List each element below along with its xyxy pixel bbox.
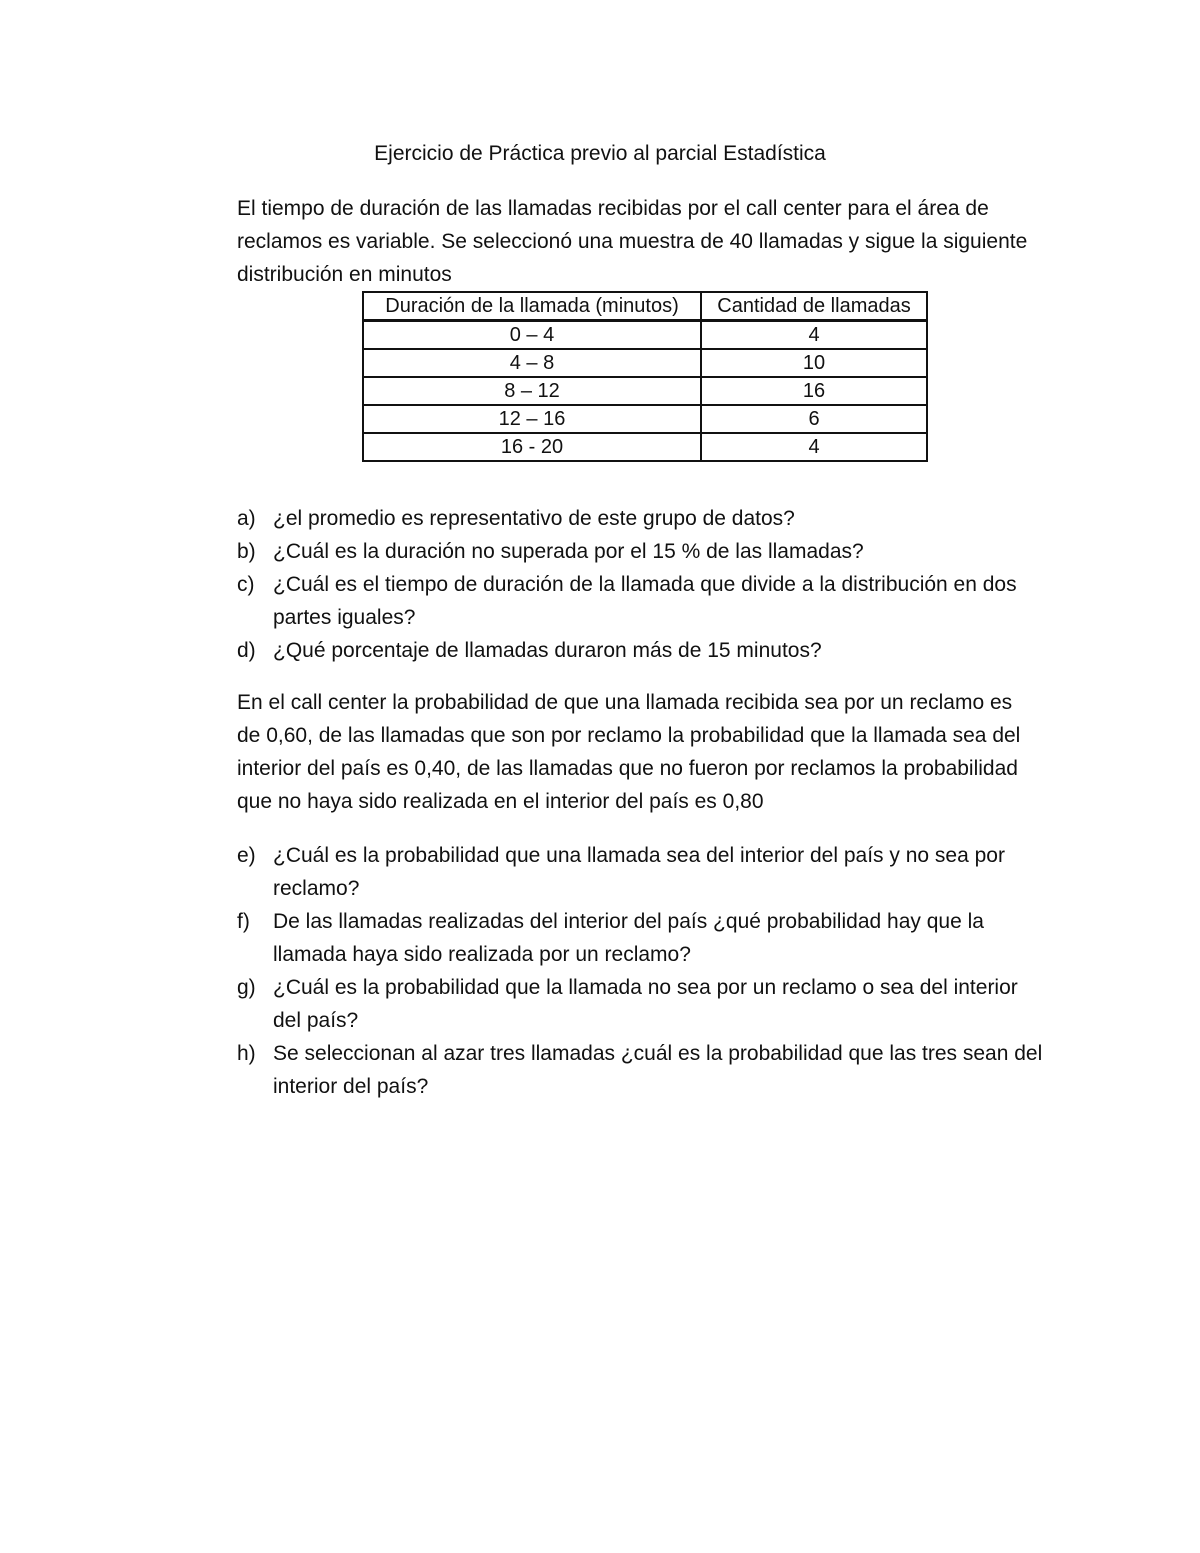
question-text: interior del país? [273, 1075, 429, 1098]
question-text: partes iguales? [273, 606, 416, 629]
probability-line: de 0,60, de las llamadas que son por reclamo la probabilidad que la llamada sea del [237, 724, 1021, 747]
table-cell-interval: 12 – 16 [363, 405, 701, 433]
question-label: f) [237, 910, 250, 933]
table-header-row [363, 292, 927, 321]
question-text: De las llamadas realizadas del interior del país ¿qué probabilidad hay que la [273, 910, 984, 933]
table-cell-interval: 4 – 8 [363, 349, 701, 377]
table-cell-count: 10 [701, 349, 927, 377]
question-list-statistics [237, 502, 1033, 667]
question-item-e [237, 839, 1033, 905]
question-text: Se seleccionan al azar tres llamadas ¿cuál es la probabilidad que las tres sean del [273, 1042, 1043, 1065]
table-row [363, 405, 927, 433]
question-text: ¿Qué porcentaje de llamadas duraron más de 15 minutos? [273, 639, 822, 662]
intro-line: El tiempo de duración de las llamadas recibidas por el call center para el área de [237, 197, 989, 220]
question-item-f [237, 905, 1033, 971]
table-cell-count: 4 [701, 433, 927, 461]
question-text: ¿Cuál es la probabilidad que la llamada no sea por un reclamo o sea del interior [273, 976, 1018, 999]
distribution-table [362, 291, 928, 462]
table-cell-interval: 0 – 4 [363, 321, 701, 350]
table-row [363, 321, 927, 350]
question-item-a [237, 502, 1033, 535]
question-label: h) [237, 1042, 256, 1065]
question-text: llamada haya sido realizada por un reclamo? [273, 943, 691, 966]
question-text: del país? [273, 1009, 359, 1032]
table-cell-count: 6 [701, 405, 927, 433]
table-row [363, 433, 927, 461]
probability-paragraph [237, 686, 1033, 818]
intro-paragraph [237, 192, 1033, 291]
page-title: Ejercicio de Práctica previo al parcial Estadística [374, 142, 826, 165]
question-text: ¿Cuál es la probabilidad que una llamada sea del interior del país y no sea por [273, 844, 1005, 867]
probability-line: En el call center la probabilidad de que una llamada recibida sea por un reclamo es [237, 691, 1013, 714]
probability-line: que no haya sido realizada en el interior del país es 0,80 [237, 790, 764, 813]
question-list-probability [237, 839, 1043, 1103]
question-label: e) [237, 844, 256, 867]
intro-line: reclamos es variable. Se seleccionó una muestra de 40 llamadas y sigue la siguiente [237, 230, 1028, 253]
question-item-d [237, 634, 1033, 667]
table-cell-count: 4 [701, 321, 927, 350]
question-text: ¿Cuál es el tiempo de duración de la llamada que divide a la distribución en dos [273, 573, 1017, 596]
question-label: b) [237, 540, 256, 563]
question-label: g) [237, 976, 256, 999]
table-cell-interval: 8 – 12 [363, 377, 701, 405]
table-row [363, 349, 927, 377]
question-item-h [237, 1037, 1043, 1103]
table-cell-interval: 16 - 20 [363, 433, 701, 461]
question-item-b [237, 535, 1033, 568]
intro-line: distribución en minutos [237, 263, 452, 286]
question-item-g [237, 971, 1033, 1037]
question-text: ¿Cuál es la duración no superada por el 15 % de las llamadas? [273, 540, 864, 563]
table-cell-count: 16 [701, 377, 927, 405]
table-row [363, 377, 927, 405]
table-header-count: Cantidad de llamadas [701, 292, 927, 321]
question-label: c) [237, 573, 255, 596]
question-text: reclamo? [273, 877, 360, 900]
probability-line: interior del país es 0,40, de las llamadas que no fueron por reclamos la probabilidad [237, 757, 1018, 780]
question-label: d) [237, 639, 256, 662]
table-header-duration: Duración de la llamada (minutos) [363, 292, 701, 321]
question-text: ¿el promedio es representativo de este grupo de datos? [273, 507, 795, 530]
question-label: a) [237, 507, 256, 530]
question-item-c [237, 568, 1033, 634]
